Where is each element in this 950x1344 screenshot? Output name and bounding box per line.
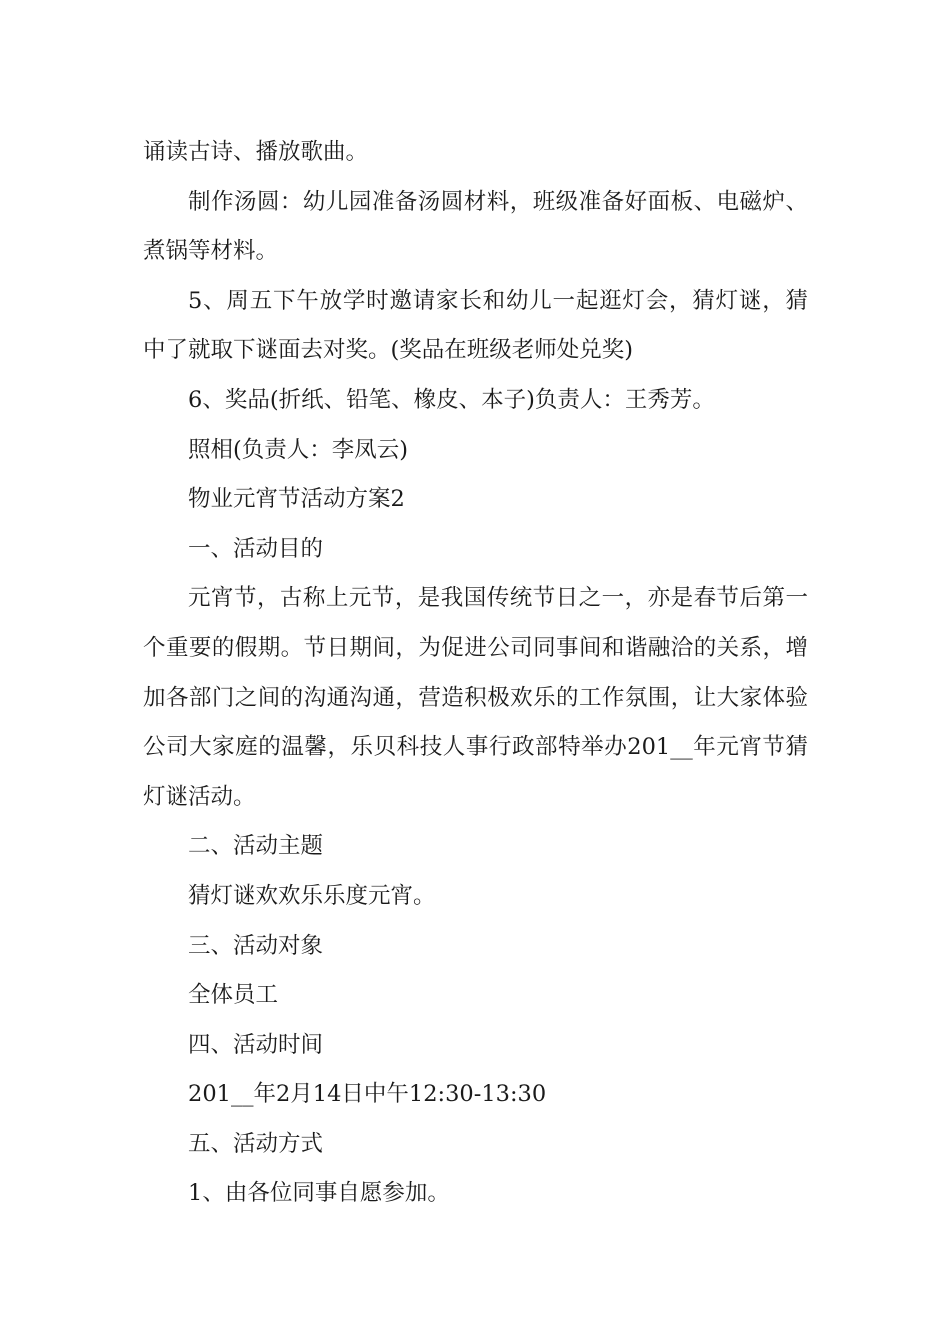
heading-activity-method: 五、活动方式 xyxy=(188,1130,324,1157)
paragraph-audience-body: 全体员工 xyxy=(188,982,279,1009)
paragraph-theme-body: 猜灯谜欢欢乐乐度元宵。 xyxy=(188,882,436,909)
paragraph-method-item-1: 1、由各位同事自愿参加。 xyxy=(188,1180,450,1207)
paragraph-time-body: 201__年2月14日中午12:30-13:30 xyxy=(188,1081,547,1108)
heading-activity-audience: 三、活动对象 xyxy=(188,932,324,959)
paragraph-make-tangyuan: 制作汤圆：幼儿园准备汤圆材料，班级准备好面板、电磁炉、煮锅等材料。 xyxy=(143,188,808,265)
paragraph-lantern-fair: 5、周五下午放学时邀请家长和幼儿一起逛灯会，猜灯谜，猜中了就取下谜面去对奖。(奖品在班级老师处兑奖) xyxy=(143,287,808,364)
heading-activity-theme: 二、活动主题 xyxy=(188,833,324,860)
section-title-plan-2: 物业元宵节活动方案2 xyxy=(188,486,405,513)
heading-activity-time: 四、活动时间 xyxy=(188,1031,324,1058)
paragraph-photography: 照相(负责人：李凤云) xyxy=(188,436,409,463)
paragraph-purpose-body: 元宵节，古称上元节，是我国传统节日之一，亦是春节后第一个重要的假期。节日期间，为促进公司同事间和谐融洽的关系，增加各部门之间的沟通沟通，营造积极欢乐的工作氛围，让大家体验公司大家庭的温馨，乐贝科技人事行政部特举办201__年元宵节猜灯谜活动。 xyxy=(143,585,808,810)
paragraph-prizes: 6、奖品(折纸、铅笔、橡皮、本子)负责人：王秀芳。 xyxy=(188,386,715,413)
paragraph-poetry-songs: 诵读古诗、播放歌曲。 xyxy=(143,139,369,165)
document-body xyxy=(143,128,808,1219)
heading-activity-purpose: 一、活动目的 xyxy=(188,535,324,562)
